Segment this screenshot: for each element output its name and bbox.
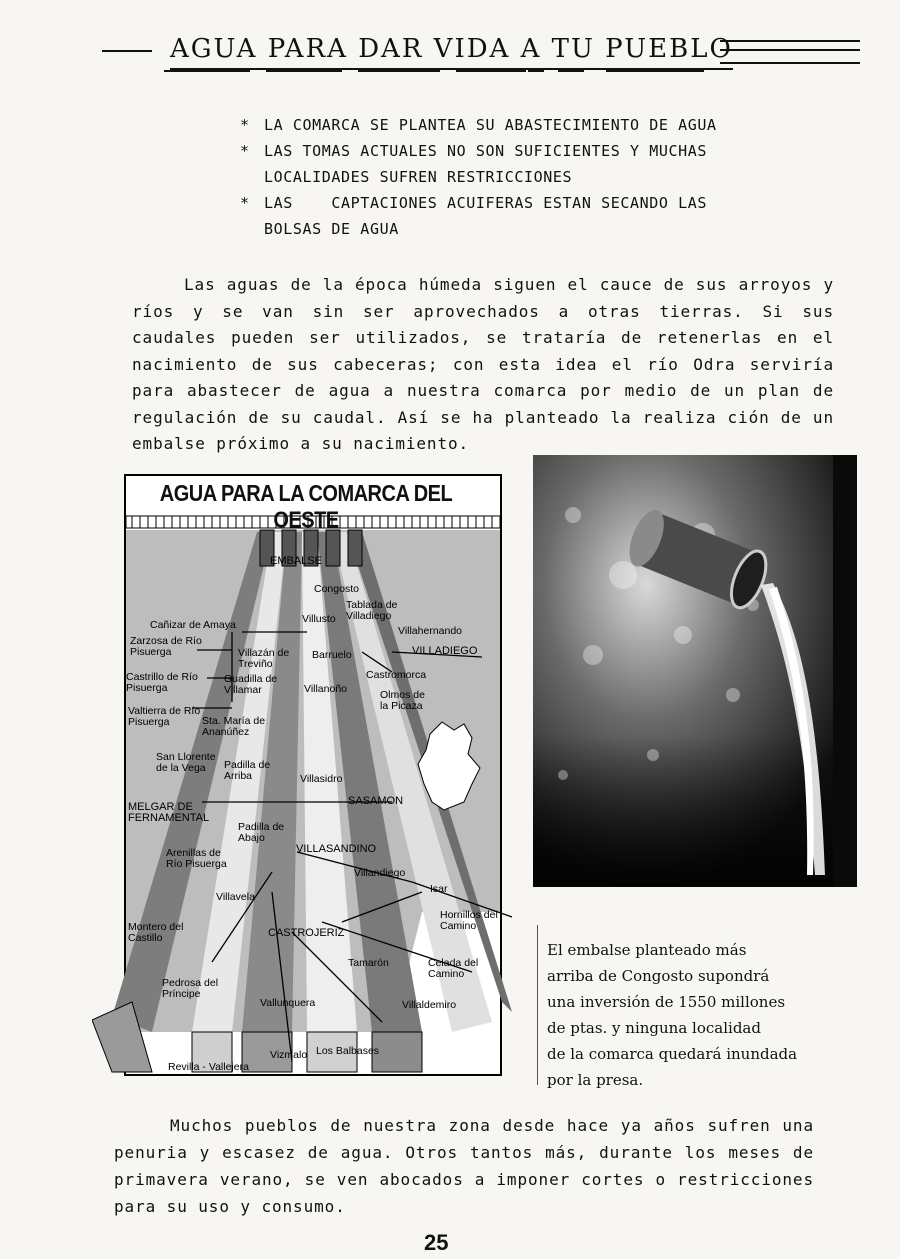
photo-caption <box>547 937 827 1093</box>
map-label: Villaldemiro <box>402 999 457 1011</box>
channel-end-block <box>372 1032 422 1072</box>
bullet-marker: * <box>240 116 250 134</box>
map-label: Cañizar de Amaya <box>150 619 236 631</box>
comarca-map-illustration <box>92 472 514 1078</box>
dam-tower <box>326 530 340 566</box>
caption-line: arriba de Congosto supondrá <box>547 967 770 985</box>
bullet-item <box>240 138 800 190</box>
map-label: Revilla - Vallejera <box>168 1061 249 1073</box>
bullet-item <box>240 112 800 138</box>
map-label: Los Balbases <box>316 1045 380 1057</box>
intro-paragraph: Las aguas de la época húmeda siguen el cauce de sus arroyos y ríos y se van sin ser aprovechados a otras tierras. Si sus caudales pueden ser utilizados, se trataría de retenerlas en el nacimiento de sus cabeceras; con esta idea el río Odra serviría para abastecer de agua a nuestra comarca por medio de un plan de regulación de su caudal. Así se ha planteado la realiza ción de un embalse próximo a su nacimiento. <box>132 275 834 453</box>
bullet-line: LA COMARCA SE PLANTEA SU ABASTECIMIENTO DE AGUA <box>264 116 717 134</box>
header-underline <box>606 70 704 72</box>
closing-paragraph: Muchos pueblos de nuestra zona desde hace ya años sufren una penuria y escasez de agua. Otros tantos más, durante los meses de primavera verano, se ven abocados a imponer cortes o restricciones para su uso y consumo. <box>114 1116 814 1216</box>
header-underline <box>266 70 342 72</box>
map-label: Hornillos del Camino <box>440 909 498 932</box>
map-label: Villavela <box>216 891 255 903</box>
bullet-list <box>240 112 800 242</box>
header-tail-rule <box>720 40 860 64</box>
map-label: Villahernando <box>398 625 463 637</box>
map-label: SASAMON <box>348 795 404 807</box>
map-label: CASTROJERIZ <box>268 927 345 939</box>
caption-line: El embalse planteado más <box>547 941 747 959</box>
caption-line: de ptas. y ninguna localidad <box>547 1019 761 1037</box>
header-underline <box>528 70 544 72</box>
map-label: Tablada de Villadiego <box>346 599 398 622</box>
map-label: VILLADIEGO <box>412 645 478 657</box>
map-label: Castrillo de Río Pisuerga <box>126 671 198 694</box>
dam-tower <box>348 530 362 566</box>
map-label: Isar <box>430 883 448 895</box>
page-header <box>100 28 870 88</box>
caption-line: por la presa. <box>547 1071 644 1089</box>
map-label: Congosto <box>314 583 359 595</box>
bullet-line: LOCALIDADES SUFREN RESTRICCIONES <box>264 168 573 186</box>
map-label: Villasidro <box>300 773 343 785</box>
water-pipe-photo-graphic <box>533 455 857 887</box>
bullet-line: BOLSAS DE AGUA <box>264 220 399 238</box>
caption-rule <box>537 925 538 1085</box>
bullet-item <box>240 190 800 242</box>
map-label: Padilla de Arriba <box>224 759 271 782</box>
bullet-marker: * <box>240 194 250 212</box>
map-label: Villanoño <box>304 683 348 695</box>
header-underline <box>558 70 584 72</box>
map-label: Arenillas de Río Pisuerga <box>166 847 227 870</box>
header-underline <box>358 70 440 72</box>
map-label: MELGAR DE FERNAMENTAL <box>128 801 210 824</box>
page-number: 25 <box>424 1230 449 1255</box>
map-label: Pedrosa del Príncipe <box>162 977 219 1000</box>
map-label-embalse: EMBALSE <box>270 555 322 567</box>
map-label: Padilla de Abajo <box>238 821 285 844</box>
map-label: Zarzosa de Río Pisuerga <box>130 635 202 658</box>
bullet-line: LAS CAPTACIONES ACUIFERAS ESTAN SECANDO LAS <box>264 194 708 212</box>
map-label: Barruelo <box>312 649 352 661</box>
bullet-marker: * <box>240 142 250 160</box>
header-underline <box>164 70 250 72</box>
map-label: Villusto <box>302 613 336 625</box>
caption-line: una inversión de 1550 millones <box>547 993 786 1011</box>
header-lead-rule <box>102 50 152 52</box>
map-title: AGUA PARA LA COMARCA DEL OESTE <box>159 481 453 534</box>
caption-line: de la comarca quedará inundada <box>547 1045 798 1063</box>
map-label: San Llorente de la Vega <box>156 751 216 774</box>
bullet-line: LAS TOMAS ACTUALES NO SON SUFICIENTES Y MUCHAS <box>264 142 708 160</box>
header-underline <box>456 70 526 72</box>
water-pipe-photo <box>533 455 857 887</box>
map-label: Tamarón <box>348 957 389 969</box>
map-label: Celada del Camino <box>428 957 479 980</box>
map-label: Vizmalo <box>270 1049 308 1061</box>
map-label: Guadilla de Villamar <box>224 673 278 696</box>
map-label: Montero del Castillo <box>128 921 184 944</box>
page-title: AGUA PARA DAR VIDA A TU PUEBLO <box>170 34 733 70</box>
map-label: Castromorca <box>366 669 427 681</box>
map-label: Sta. María de Ananúñez <box>202 715 266 738</box>
map-label: Villazán de Treviño <box>238 647 290 670</box>
map-label: Vallunquera <box>260 997 316 1009</box>
map-label: Olmos de la Picaza <box>380 689 425 712</box>
map-label: Villandiego <box>354 867 406 879</box>
map-label: VILLASANDINO <box>296 843 377 855</box>
map-label: Valtierra de Río Pisuerga <box>128 705 201 728</box>
